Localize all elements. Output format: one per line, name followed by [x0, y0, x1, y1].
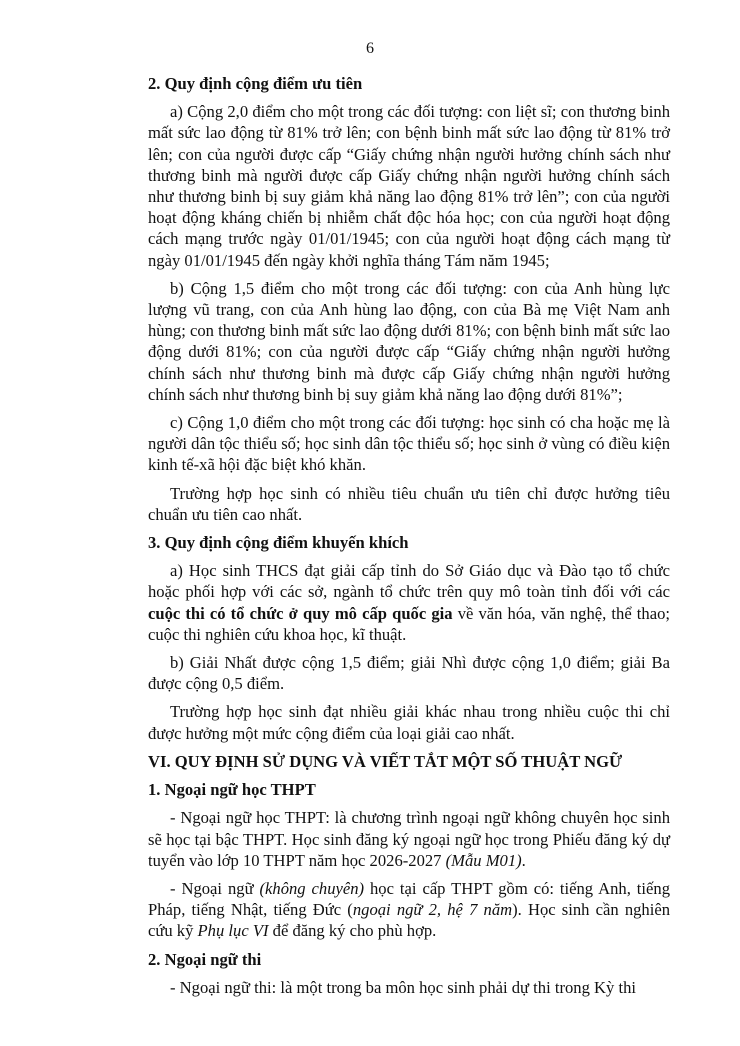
- text-run: a) Học sinh THCS đạt giải cấp tỉnh do Sở Giáo dục và Đào tạo tổ chức hoặc phối hợp với các sở, ngành tổ chức trên quy mô toàn tỉnh đối với các: [148, 561, 670, 602]
- page-body: [148, 73, 670, 1005]
- text-run: .: [521, 850, 526, 870]
- paragraph-priority-a: a) Cộng 2,0 điểm cho một trong các đối tượng: con liệt sĩ; con thương binh mất sức lao động từ 81% trở lên; con bệnh binh mất sức lao động từ 81% trở lên; con của người được cấp “Giấy chứng nhận người hưởng chính sách như thương binh mà người được cấp Giấy chứng nhận người hưởng chính sách như thương binh bị suy giảm khả năng lao động 81% trở lên”; con của người hoạt động kháng chiến bị nhiễm chất độc hóa học; con của người hoạt động cách mạng trước ngày 01/01/1945; con của người hoạt động cách mạng từ ngày 01/01/1945 đến ngày khởi nghĩa tháng Tám năm 1945;: [148, 102, 670, 270]
- italic-text-run: (không chuyên): [259, 878, 365, 898]
- paragraph-encouragement-note: Trường hợp học sinh đạt nhiều giải khác nhau trong nhiều cuộc thi chỉ được hưởng một mức cộng điểm của loại giải cao nhất.: [148, 702, 670, 743]
- italic-text-run: Phụ lục VI: [197, 921, 269, 941]
- subsection-heading-exam-language: 2. Ngoại ngữ thi: [148, 949, 262, 969]
- text-run: để đăng ký cho phù hợp.: [268, 921, 437, 941]
- text-run: - Ngoại ngữ: [170, 878, 260, 898]
- section-heading-encouragement-points: 3. Quy định cộng điểm khuyến khích: [148, 533, 409, 553]
- section-heading-terms: VI. QUY ĐỊNH SỬ DỤNG VÀ VIẾT TẮT MỘT SỐ THUẬT NGỮ: [148, 751, 623, 771]
- paragraph-priority-note: Trường hợp học sinh có nhiều tiêu chuẩn ưu tiên chỉ được hưởng tiêu chuẩn ưu tiên cao nhất.: [148, 483, 670, 524]
- italic-text-run: (Mẫu M01): [445, 850, 522, 870]
- paragraph-priority-b: b) Cộng 1,5 điểm cho một trong các đối tượng: con của Anh hùng lực lượng vũ trang, con của Anh hùng lao động, con của Bà mẹ Việt Nam anh hùng; con thương binh mất sức lao động dưới 81%; con bệnh binh mất sức lao động dưới 81%; con của người được cấp “Giấy chứng nhận người hưởng chính sách như thương binh mà được cấp Giấy chứng nhận người hưởng chính sách như thương binh bị suy giảm khả năng lao động dưới 81%”;: [148, 278, 670, 404]
- text-run: học tại cấp THPT gồm có: tiếng Anh, tiếng Pháp, tiếng Nhật, tiếng Đức (: [148, 878, 670, 920]
- bold-text-run: cuộc thi có tổ chức ở quy mô cấp quốc gia: [148, 603, 453, 623]
- subsection-heading-foreign-language-study: 1. Ngoại ngữ học THPT: [148, 780, 316, 800]
- paragraph-encouragement-a: [148, 560, 670, 645]
- page-number: 6: [366, 40, 374, 57]
- paragraph-exam-language-1: - Ngoại ngữ thi: là một trong ba môn học sinh phải dự thi trong Kỳ thi: [170, 977, 636, 997]
- paragraph-priority-c: c) Cộng 1,0 điểm cho một trong các đối tượng: học sinh có cha hoặc mẹ là người dân tộc thiểu số; học sinh dân tộc thiểu số; học sinh ở vùng có điều kiện kinh tế-xã hội đặc biệt khó khăn.: [148, 413, 670, 475]
- paragraph-encouragement-b: b) Giải Nhất được cộng 1,5 điểm; giải Nhì được cộng 1,0 điểm; giải Ba được cộng 0,5 điểm.: [148, 653, 670, 694]
- text-run: về văn hóa, văn nghệ, thể thao; cuộc thi nghiên cứu khoa học, kĩ thuật.: [148, 603, 670, 644]
- text-run: ). Học sinh cần nghiên cứu kỹ: [148, 900, 671, 941]
- text-run: - Ngoại ngữ học THPT: là chương trình ngoại ngữ không chuyên học sinh sẽ học tại bậc THPT. Học sinh đăng ký ngoại ngữ học trong Phiếu đăng ký dự tuyển vào lớp 10 THPT năm học 2026-2027: [148, 808, 670, 870]
- section-heading-priority-points: 2. Quy định cộng điểm ưu tiên: [148, 74, 363, 93]
- paragraph-language-study-1: [148, 807, 670, 871]
- italic-text-run: ngoại ngữ 2, hệ 7 năm: [352, 900, 513, 920]
- paragraph-language-study-2: [148, 878, 670, 942]
